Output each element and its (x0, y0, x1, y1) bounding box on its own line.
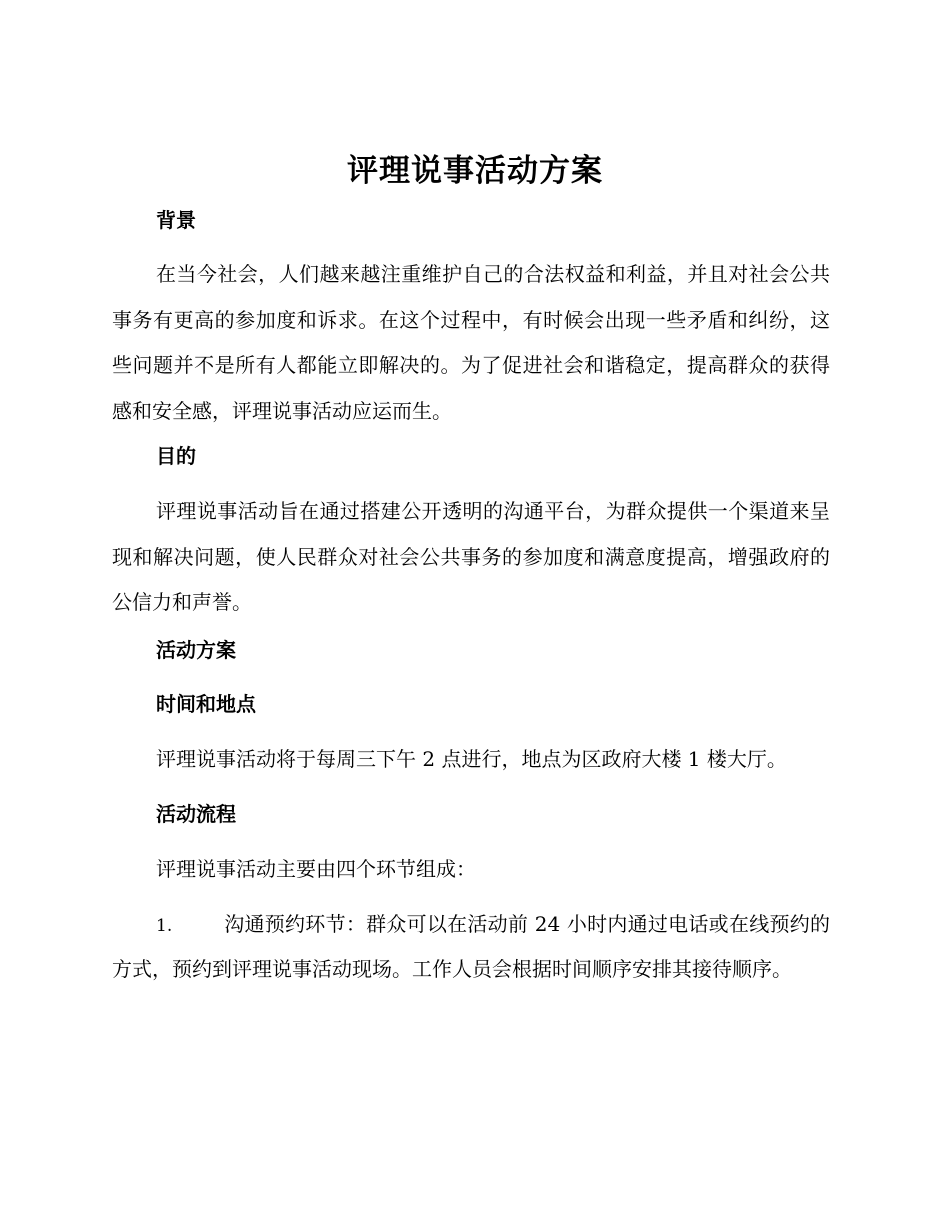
list-item (112, 903, 830, 991)
list-item-number: 1. (156, 916, 173, 936)
heading-activity-plan: 活动方案 (156, 638, 236, 662)
heading-time-place: 时间和地点 (156, 692, 256, 716)
heading-background: 背景 (156, 208, 196, 232)
paragraph-background: 在当今社会，人们越来越注重维护自己的合法权益和利益，并且对社会公共事务有更高的参加度和诉求。在这个过程中，有时候会出现一些矛盾和纠纷，这些问题并不是所有人都能立即解决的。为了促进社会和谐稳定，提高群众的获得感和安全感，评理说事活动应运而生。 (112, 262, 830, 423)
heading-purpose: 目的 (156, 444, 196, 468)
document-title: 评理说事活动方案 (347, 153, 603, 189)
paragraph-time-place: 评理说事活动将于每周三下午 2 点进行，地点为区政府大楼 1 楼大厅。 (156, 747, 787, 771)
paragraph-purpose: 评理说事活动旨在通过搭建公开透明的沟通平台，为群众提供一个渠道来呈现和解决问题，使人民群众对社会公共事务的参加度和满意度提高，增强政府的公信力和声誉。 (112, 499, 830, 614)
paragraph-process-intro: 评理说事活动主要由四个环节组成： (156, 857, 476, 881)
list-item-text: 沟通预约环节：群众可以在活动前 24 小时内通过电话或在线预约的方式，预约到评理说事活动现场。工作人员会根据时间顺序安排其接待顺序。 (112, 912, 830, 981)
heading-activity-process: 活动流程 (156, 802, 236, 826)
